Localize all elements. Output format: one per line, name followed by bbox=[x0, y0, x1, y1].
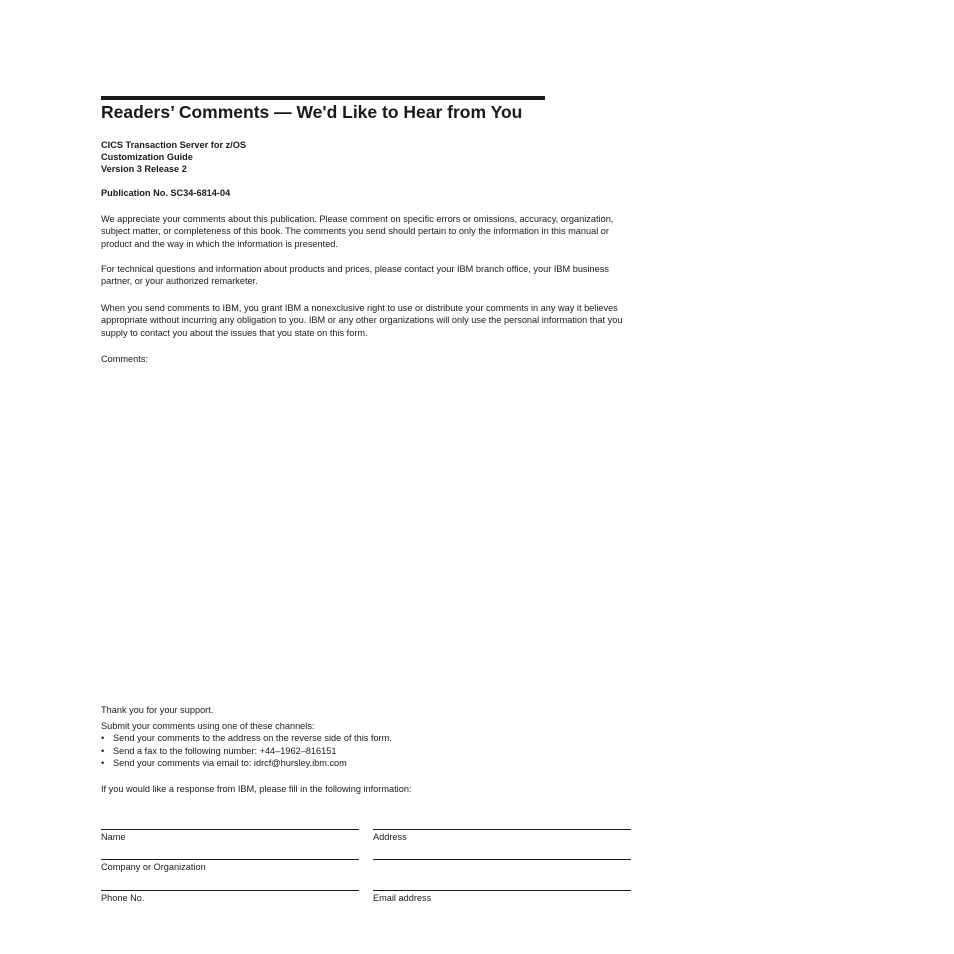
publication-identification bbox=[101, 139, 246, 175]
title-rule bbox=[101, 96, 545, 100]
address-line[interactable] bbox=[373, 829, 631, 830]
publication-number: Publication No. SC34-6814-04 bbox=[101, 188, 231, 198]
product-name: CICS Transaction Server for z/OS bbox=[101, 140, 247, 150]
list-item bbox=[101, 745, 392, 758]
name-line[interactable] bbox=[101, 829, 359, 830]
rights-paragraph: When you send comments to IBM, you grant IBM a nonexclusive right to use or distribute your comments in any way it believes appropriate without incurring any obligation to you. IBM or any other organizations will only use the personal information that you supply to contact you about the issues that you state on this form. bbox=[101, 303, 623, 338]
email-line[interactable] bbox=[373, 890, 631, 891]
technical-questions-paragraph: For technical questions and information about products and prices, please contact your IBM branch office, your IBM business partner, or your authorized remarketer. bbox=[101, 264, 609, 287]
email-label: Email address bbox=[373, 893, 432, 903]
address-label: Address bbox=[373, 832, 407, 842]
channel-text: Send your comments via email to: idrcf@hursley.ibm.com bbox=[113, 758, 347, 768]
readers-comments-form bbox=[101, 96, 631, 916]
channel-list bbox=[101, 732, 392, 770]
name-field[interactable] bbox=[101, 829, 359, 843]
appreciation-paragraph: We appreciate your comments about this publication. Please comment on specific errors or omissions, accuracy, organization, subject matter, or completeness of this book. The comments you send should pertain to only the information in this manual or product and the way in which the information is presented. bbox=[101, 214, 614, 249]
phone-label: Phone No. bbox=[101, 893, 145, 903]
bullet-icon: • bbox=[101, 745, 105, 756]
thanks-text: Thank you for your support. bbox=[101, 705, 214, 715]
comments-label: Comments: bbox=[101, 354, 148, 364]
channel-text: Send your comments to the address on the reverse side of this form. bbox=[113, 733, 392, 743]
bullet-icon: • bbox=[101, 758, 105, 768]
address-second-line-field[interactable] bbox=[373, 859, 631, 860]
name-label: Name bbox=[101, 832, 126, 842]
bullet-icon: • bbox=[101, 733, 105, 743]
list-item bbox=[101, 732, 392, 745]
phone-field[interactable] bbox=[101, 890, 359, 904]
book-title: Customization Guide bbox=[101, 152, 193, 162]
page-title: Readers’ Comments — We'd Like to Hear from You bbox=[101, 102, 523, 122]
response-prompt: If you would like a response from IBM, please fill in the following information: bbox=[101, 784, 412, 794]
channel-text: Send a fax to the following number: +44–1962–816151 bbox=[113, 745, 337, 756]
address-field[interactable] bbox=[373, 829, 631, 843]
list-item bbox=[101, 757, 392, 770]
phone-line[interactable] bbox=[101, 890, 359, 891]
comments-area[interactable] bbox=[101, 368, 631, 698]
company-field[interactable] bbox=[101, 859, 359, 873]
company-label: Company or Organization bbox=[101, 862, 206, 872]
email-field[interactable] bbox=[373, 890, 631, 904]
address-second-line[interactable] bbox=[373, 859, 631, 860]
version-release: Version 3 Release 2 bbox=[101, 164, 187, 174]
company-line[interactable] bbox=[101, 859, 359, 860]
submit-intro: Submit your comments using one of these channels: bbox=[101, 721, 315, 731]
